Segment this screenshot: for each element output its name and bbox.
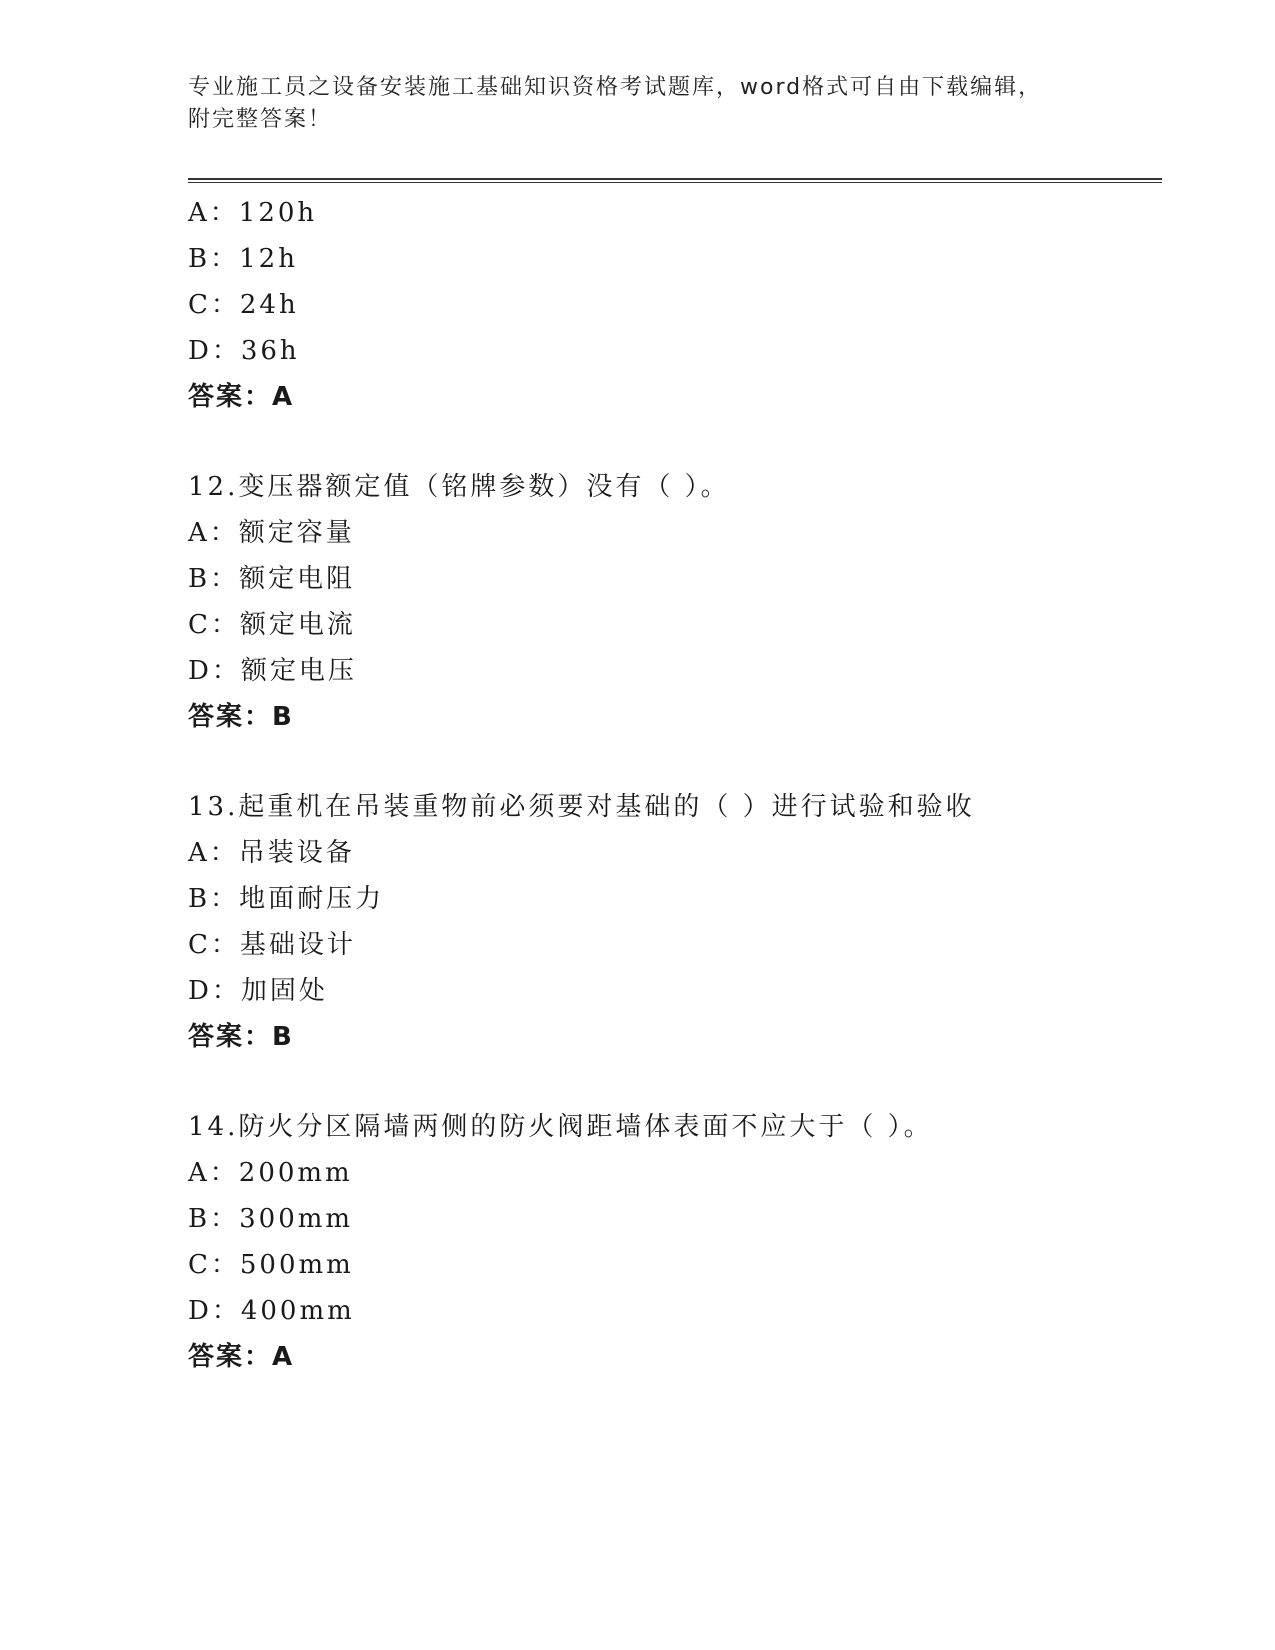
question-13 (188, 784, 1162, 1060)
q13-question-text: 13.起重机在吊装重物前必须要对基础的（ ）进行试验和验收 (188, 792, 975, 822)
q13-option-a: A：吊装设备 (188, 838, 355, 868)
q14-answer: 答案：A (188, 1342, 295, 1372)
q13-answer: 答案：B (188, 1022, 294, 1052)
q11-option-c: C：24h (188, 290, 299, 320)
q11-option-a: A：120h (188, 198, 318, 228)
q14-option-d: D：400mm (188, 1296, 355, 1326)
document-header (188, 72, 1088, 136)
q14-option-c: C：500mm (188, 1250, 354, 1280)
q12-option-b: B：额定电阻 (188, 564, 356, 594)
q12-option-c: C：额定电流 (188, 610, 356, 640)
q13-option-b: B：地面耐压力 (188, 884, 385, 914)
q12-option-a: A：额定容量 (188, 518, 355, 548)
question-11 (188, 190, 1162, 420)
q12-answer: 答案：B (188, 702, 294, 732)
question-list (188, 190, 1162, 1380)
q13-option-d: D：加固处 (188, 976, 328, 1006)
q12-option-d: D：额定电压 (188, 656, 357, 686)
question-spacer (188, 1060, 1162, 1104)
q13-option-c: C：基础设计 (188, 930, 356, 960)
header-line-2: 附完整答案！ (188, 107, 333, 132)
question-spacer (188, 420, 1162, 464)
q14-option-a: A：200mm (188, 1158, 353, 1188)
q12-question-text: 12.变压器额定值（铭牌参数）没有（ ）。 (188, 472, 730, 502)
q11-answer: 答案：A (188, 382, 295, 412)
header-divider (188, 178, 1162, 183)
question-14 (188, 1104, 1162, 1380)
question-12 (188, 464, 1162, 740)
q11-option-b: B：12h (188, 244, 298, 274)
question-spacer (188, 740, 1162, 784)
header-line-1: 专业施工员之设备安装施工基础知识资格考试题库，word格式可自由下载编辑， (188, 75, 1043, 100)
q14-option-b: B：300mm (188, 1204, 354, 1234)
q14-question-text: 14.防火分区隔墙两侧的防火阀距墙体表面不应大于（ ）。 (188, 1112, 933, 1142)
q11-option-d: D：36h (188, 336, 300, 366)
